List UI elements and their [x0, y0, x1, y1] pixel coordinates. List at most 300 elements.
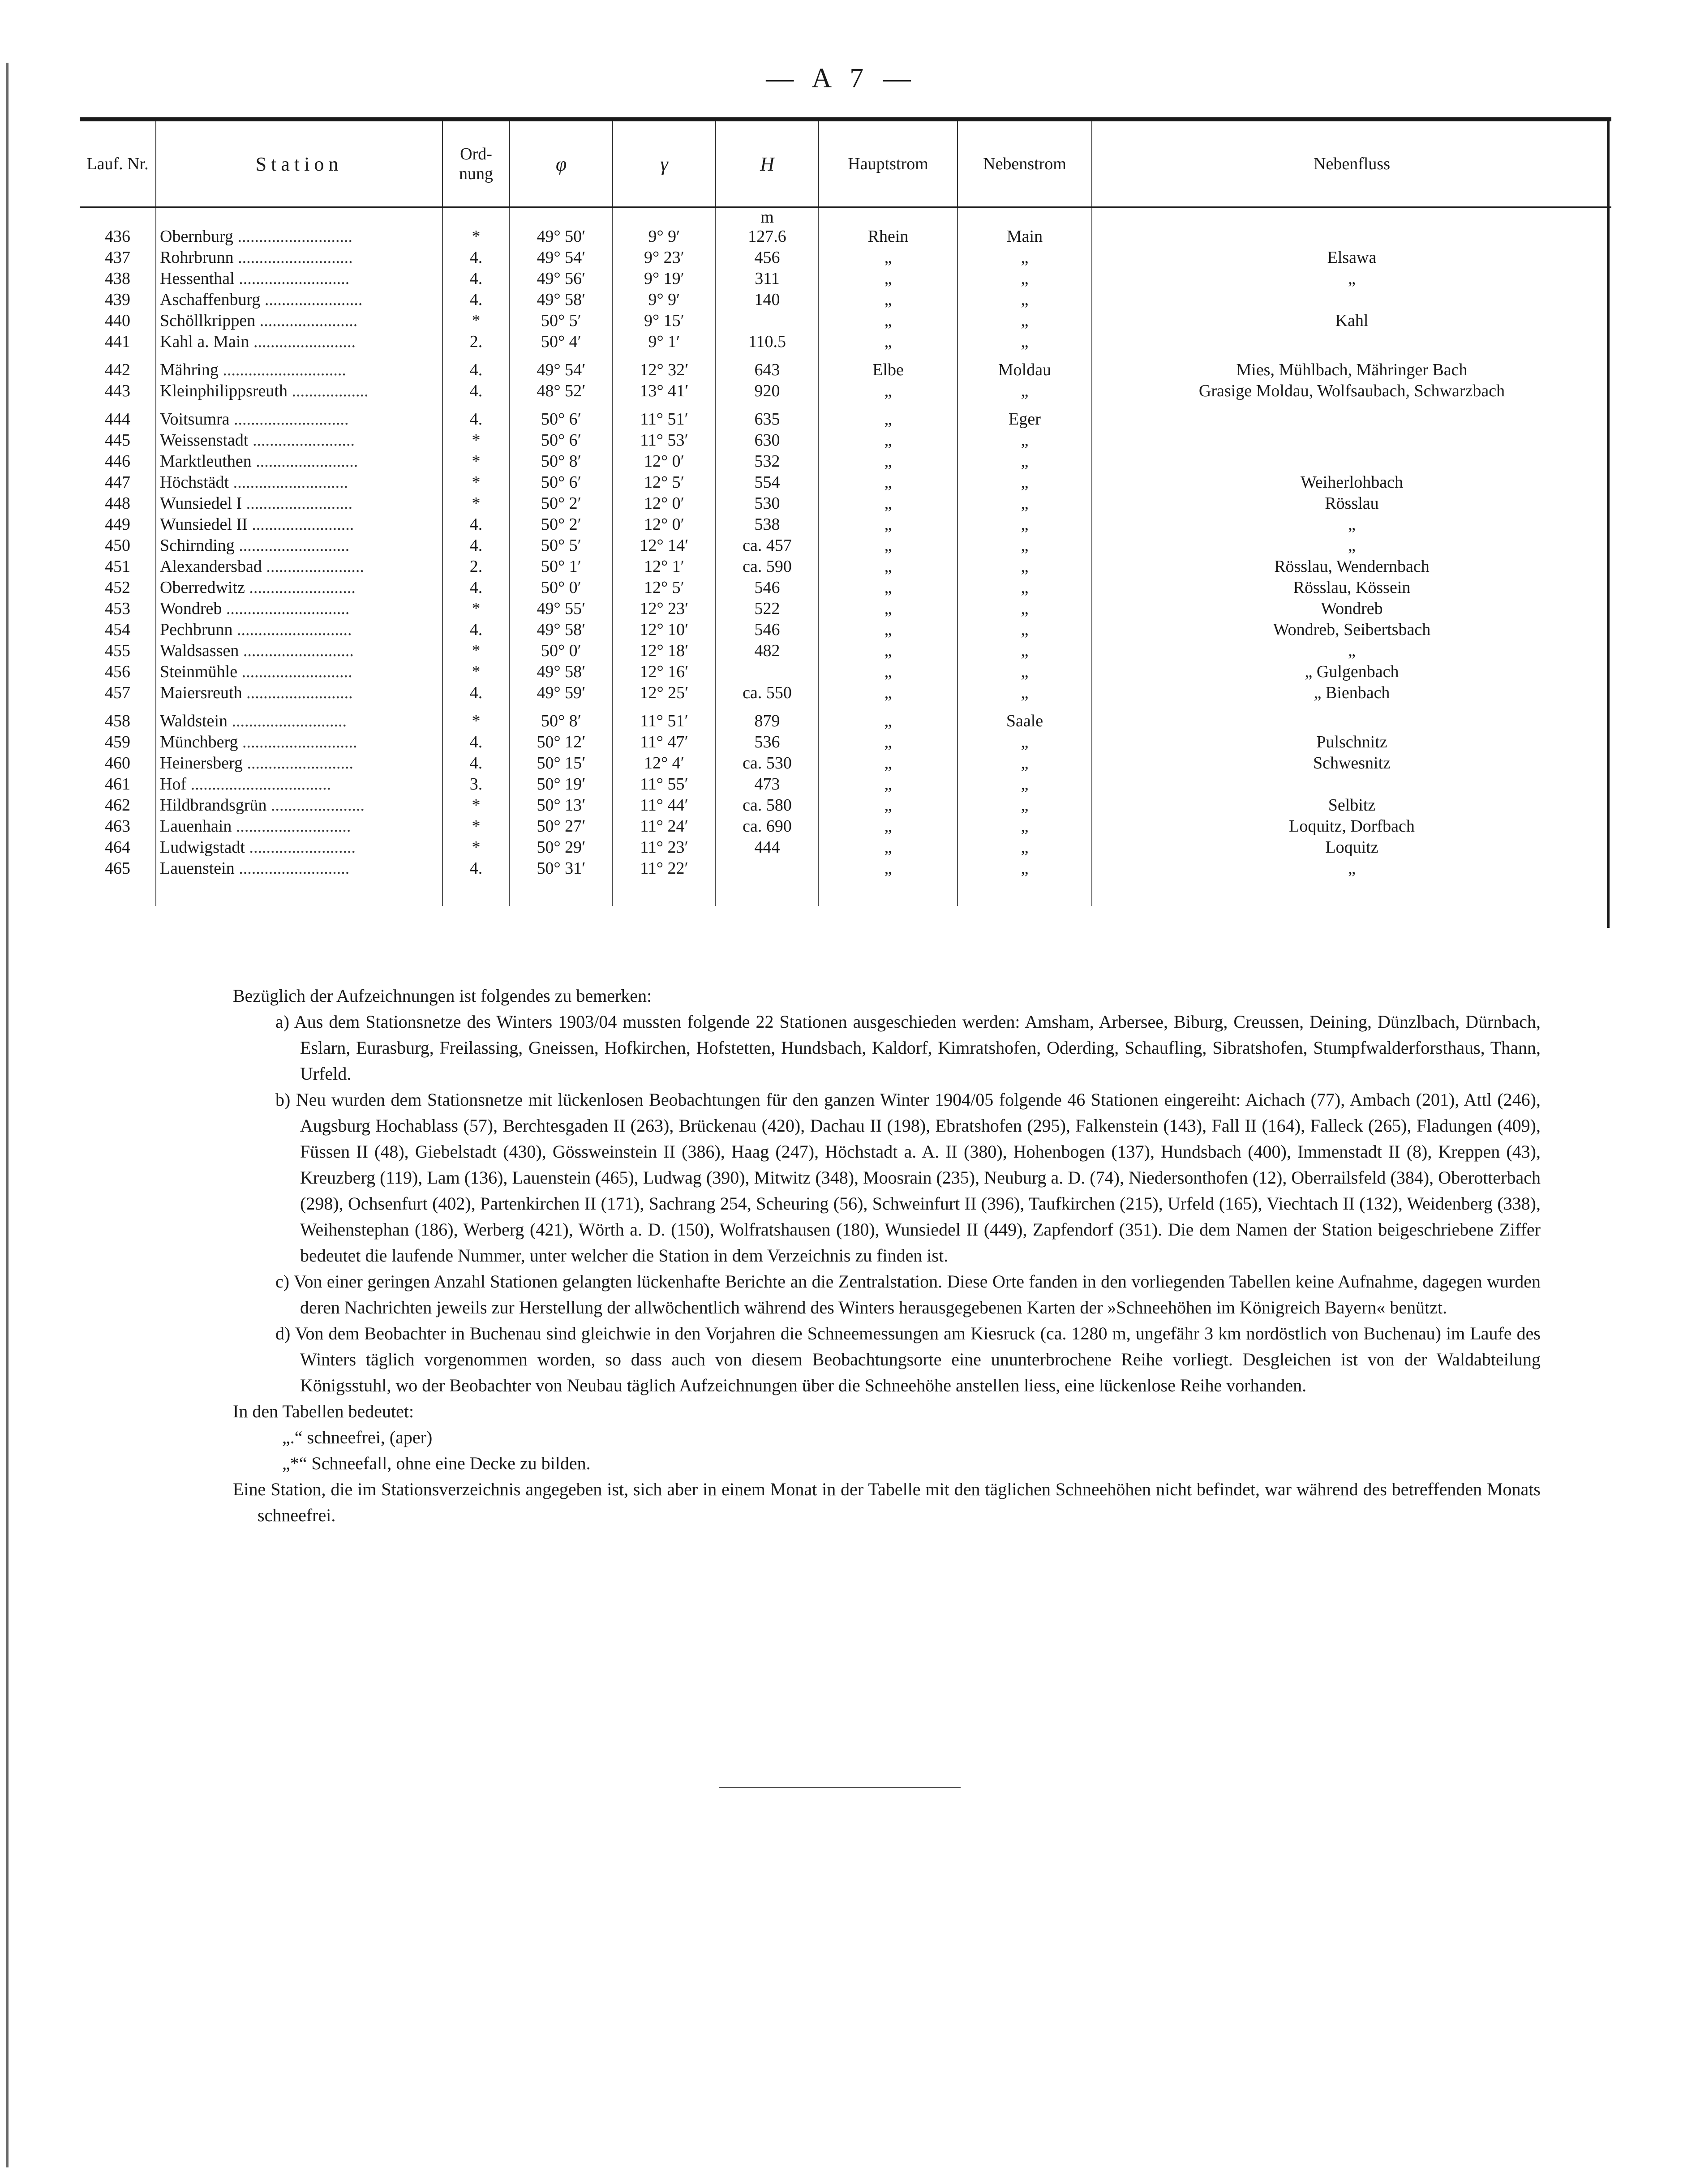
station-name-text: Wunsiedel I [160, 494, 242, 513]
table-row [80, 556, 1611, 577]
row-number: 438 [105, 269, 130, 288]
note-label: a) [275, 1012, 290, 1032]
ordnung: 4. [442, 858, 510, 879]
station-name-text: Schöllkrippen [160, 311, 256, 330]
latitude: 49° 54′ [510, 352, 613, 381]
table-end-row [80, 879, 1611, 906]
nebenfluss: „ [1092, 535, 1611, 556]
latitude: 50° 5′ [510, 535, 613, 556]
notes-closing: Eine Station, die im Stationsverzeichnis angegeben ist, sich aber in einem Monat in der Tabelle mit den täglichen Schneehöhen nicht befindet, war während des betreffenden Monats schneefrei. [233, 1479, 1541, 1525]
longitude: 9° 1′ [613, 331, 716, 352]
footer-divider [719, 1787, 961, 1788]
longitude: 11° 24′ [613, 816, 716, 837]
latitude: 49° 54′ [510, 247, 613, 268]
nebenfluss [1092, 331, 1611, 352]
table-row [80, 247, 1611, 268]
note-item [233, 1269, 1541, 1321]
latitude: 49° 55′ [510, 598, 613, 619]
nebenstrom: „ [957, 640, 1092, 661]
latitude: 50° 31′ [510, 858, 613, 879]
leader-dots: ............................. [218, 360, 346, 379]
station-name [156, 704, 442, 732]
nebenstrom: „ [957, 430, 1092, 451]
height: 473 [716, 774, 819, 795]
nebenstrom: „ [957, 451, 1092, 472]
station-name-text: Hof [160, 775, 187, 794]
height: 538 [716, 514, 819, 535]
hauptstrom: „ [819, 795, 957, 816]
table-row [80, 598, 1611, 619]
station-name-text: Obernburg [160, 227, 233, 246]
leader-dots: ....................... [255, 311, 358, 330]
row-number: 440 [105, 311, 130, 330]
page-number: — A 7 — [766, 63, 917, 94]
leader-dots: ............................. [222, 599, 350, 618]
height: 546 [716, 577, 819, 598]
table-row [80, 753, 1611, 774]
nebenstrom: „ [957, 289, 1092, 310]
row-number: 457 [105, 683, 130, 702]
height: ca. 457 [716, 535, 819, 556]
height: 920 [716, 381, 819, 402]
latitude: 50° 13′ [510, 795, 613, 816]
nebenfluss [1092, 289, 1611, 310]
longitude: 11° 47′ [613, 732, 716, 753]
longitude: 12° 14′ [613, 535, 716, 556]
longitude: 9° 23′ [613, 247, 716, 268]
latitude: 50° 0′ [510, 640, 613, 661]
table-row [80, 352, 1611, 381]
height [716, 858, 819, 879]
latitude: 50° 0′ [510, 577, 613, 598]
row-number: 445 [105, 431, 130, 450]
leader-dots: ......................... [245, 838, 356, 857]
station-name [156, 556, 442, 577]
row-number: 449 [105, 515, 130, 534]
hauptstrom: „ [819, 381, 957, 402]
longitude: 12° 0′ [613, 451, 716, 472]
longitude: 11° 51′ [613, 402, 716, 430]
hauptstrom: „ [819, 661, 957, 682]
table-row [80, 704, 1611, 732]
row-number: 458 [105, 712, 130, 730]
height: 643 [716, 352, 819, 381]
leader-dots: ...................... [266, 796, 365, 815]
leader-dots: ........................... [232, 620, 352, 639]
nebenfluss: Pulschnitz [1092, 732, 1611, 753]
nebenfluss: Rösslau, Wendernbach [1092, 556, 1611, 577]
leader-dots: ....................... [262, 557, 364, 576]
longitude: 12° 1′ [613, 556, 716, 577]
row-number: 455 [105, 641, 130, 660]
ordnung: 2. [442, 556, 510, 577]
nebenstrom: „ [957, 661, 1092, 682]
row-number: 456 [105, 662, 130, 681]
longitude: 12° 0′ [613, 493, 716, 514]
height: 554 [716, 472, 819, 493]
col-header-height: H [716, 120, 819, 208]
leader-dots: .......................... [234, 859, 350, 878]
leader-dots: ........................ [251, 452, 358, 471]
nebenfluss [1092, 774, 1611, 795]
leader-dots: ........................ [249, 332, 356, 351]
latitude: 50° 12′ [510, 732, 613, 753]
ordnung: 2. [442, 331, 510, 352]
row-number: 447 [105, 473, 130, 492]
station-name [156, 619, 442, 640]
ordnung: * [442, 451, 510, 472]
station-name [156, 858, 442, 879]
station-name [156, 472, 442, 493]
station-name-text: Hildbrandsgrün [160, 796, 267, 815]
hauptstrom: „ [819, 704, 957, 732]
ordnung: 4. [442, 352, 510, 381]
hauptstrom: „ [819, 774, 957, 795]
height: 536 [716, 732, 819, 753]
ordnung: 4. [442, 289, 510, 310]
row-number: 452 [105, 578, 130, 597]
station-name [156, 226, 442, 247]
note-item [233, 1321, 1541, 1399]
station-name [156, 514, 442, 535]
leader-dots: .......................... [234, 536, 350, 555]
station-name [156, 816, 442, 837]
table-row [80, 472, 1611, 493]
nebenstrom: Saale [957, 704, 1092, 732]
nebenstrom: „ [957, 858, 1092, 879]
hauptstrom: „ [819, 598, 957, 619]
station-name-text: Mähring [160, 360, 219, 379]
longitude: 12° 18′ [613, 640, 716, 661]
station-name [156, 577, 442, 598]
station-name-text: Ludwigstadt [160, 838, 245, 857]
height: ca. 580 [716, 795, 819, 816]
station-name-text: Marktleuthen [160, 452, 252, 471]
station-name-text: Kleinphilippsreuth [160, 382, 288, 400]
height-unit: m [716, 207, 819, 226]
height: 140 [716, 289, 819, 310]
hauptstrom: „ [819, 514, 957, 535]
nebenfluss: „ Bienbach [1092, 682, 1611, 704]
row-number: 463 [105, 817, 130, 836]
hauptstrom: Elbe [819, 352, 957, 381]
longitude: 11° 53′ [613, 430, 716, 451]
nebenstrom: „ [957, 268, 1092, 289]
latitude: 49° 58′ [510, 289, 613, 310]
leader-dots: ......................... [245, 578, 356, 597]
nebenstrom: „ [957, 331, 1092, 352]
ordnung: 4. [442, 514, 510, 535]
nebenfluss: Rösslau, Kössein [1092, 577, 1611, 598]
nebenfluss: Elsawa [1092, 247, 1611, 268]
nebenfluss: Selbitz [1092, 795, 1611, 816]
nebenstrom: „ [957, 310, 1092, 331]
binding-edge [6, 63, 9, 2167]
station-name-text: Aschaffenburg [160, 290, 261, 309]
hauptstrom: „ [819, 535, 957, 556]
latitude: 50° 4′ [510, 331, 613, 352]
longitude: 11° 51′ [613, 704, 716, 732]
note-label: d) [275, 1323, 291, 1343]
ordnung: * [442, 226, 510, 247]
nebenfluss: Mies, Mühlbach, Mähringer Bach [1092, 352, 1611, 381]
longitude: 9° 15′ [613, 310, 716, 331]
nebenfluss: Wondreb, Seibertsbach [1092, 619, 1611, 640]
ordnung: * [442, 310, 510, 331]
table-row [80, 268, 1611, 289]
nebenstrom: „ [957, 514, 1092, 535]
nebenstrom: Moldau [957, 352, 1092, 381]
nebenfluss [1092, 430, 1611, 451]
table-row [80, 331, 1611, 352]
ordnung: * [442, 661, 510, 682]
nebenstrom: „ [957, 247, 1092, 268]
height: ca. 690 [716, 816, 819, 837]
station-name-text: Waldstein [160, 712, 228, 730]
hauptstrom: „ [819, 402, 957, 430]
notes-intro: Bezüglich der Aufzeichnungen ist folgendes zu bemerken: [233, 986, 652, 1006]
nebenstrom: „ [957, 816, 1092, 837]
station-table [80, 117, 1611, 928]
nebenfluss: „ [1092, 640, 1611, 661]
height: 456 [716, 247, 819, 268]
hauptstrom: „ [819, 640, 957, 661]
hauptstrom: „ [819, 577, 957, 598]
latitude: 50° 8′ [510, 704, 613, 732]
ordnung: 4. [442, 402, 510, 430]
table-body [80, 207, 1611, 906]
nebenfluss [1092, 704, 1611, 732]
hauptstrom: „ [819, 247, 957, 268]
row-number: 436 [105, 227, 130, 246]
note-text: Neu wurden dem Stationsnetze mit lückenlosen Beobachtungen für den ganzen Winter 1904/05 folgende 46 Stationen eingereiht: Aichach (77), Ambach (201), Attl (246), Augsburg Hochablass (57), Berchtesgaden II (263), Brückenau (420), Dachau II (198), Ebratshofen (295), Falkenstein (143), Fall II (164), Falleck (265), Fladungen (409), Füssen II (48), Giebelstadt (430), Gössweinstein II (386), Haag (247), Höchstadt a. A. II (380), Hohenbogen (137), Hundsbach (400), Immenstadt II (8), Kreppen (43), Kreuzberg (119), Lam (136), Lauenstein (465), Ludwag (390), Mitwitz (348), Moosrain (235), Neuburg a. D. (74), Niedersonthofen (12), Oberrailsfeld (384), Oberotterbach (298), Ochsenfurt (402), Partenkirchen II (171), Sachrang 254, Scheuring (56), Schweinfurt II (396), Taufkirchen (215), Urfeld (165), Viechtach II (132), Weidenberg (338), Weihenstephan (186), Werberg (421), Wörth a. D. (150), Wolfratshausen (180), Wunsiedel II (449), Zapfendorf (351). Die dem Namen der Station beigeschriebene Ziffer bedeutet die laufende Nummer, unter welcher die Station in dem Verzeichnis zu finden ist. [296, 1090, 1541, 1266]
latitude: 50° 19′ [510, 774, 613, 795]
table-row [80, 493, 1611, 514]
longitude: 13° 41′ [613, 381, 716, 402]
unit-row [80, 207, 1611, 226]
col-header-hauptstrom: Hauptstrom [819, 120, 957, 208]
station-name [156, 289, 442, 310]
table-row [80, 226, 1611, 247]
table-row [80, 310, 1611, 331]
height: 532 [716, 451, 819, 472]
height: 635 [716, 402, 819, 430]
latitude: 50° 8′ [510, 451, 613, 472]
longitude: 12° 10′ [613, 619, 716, 640]
nebenfluss [1092, 402, 1611, 430]
station-name [156, 268, 442, 289]
col-header-nebenstrom: Nebenstrom [957, 120, 1092, 208]
hauptstrom: „ [819, 472, 957, 493]
longitude: 9° 9′ [613, 226, 716, 247]
row-number: 465 [105, 859, 130, 878]
ordnung: 4. [442, 619, 510, 640]
station-name-text: Rohrbrunn [160, 248, 234, 267]
legend-item: „.“ schneefrei, (aper) [282, 1427, 433, 1447]
row-number: 441 [105, 332, 130, 351]
leader-dots: ......................... [242, 683, 353, 702]
row-number: 439 [105, 290, 130, 309]
ordnung: 4. [442, 732, 510, 753]
height: 879 [716, 704, 819, 732]
station-name [156, 402, 442, 430]
station-name [156, 381, 442, 402]
nebenfluss: Rösslau [1092, 493, 1611, 514]
hauptstrom: Rhein [819, 226, 957, 247]
station-name [156, 598, 442, 619]
row-number: 460 [105, 754, 130, 772]
col-header-phi: φ [510, 120, 613, 208]
latitude: 50° 27′ [510, 816, 613, 837]
ordnung: * [442, 472, 510, 493]
nebenstrom: „ [957, 795, 1092, 816]
ordnung: 4. [442, 535, 510, 556]
longitude: 11° 23′ [613, 837, 716, 858]
latitude: 49° 59′ [510, 682, 613, 704]
nebenstrom: „ [957, 682, 1092, 704]
leader-dots: ......................... [243, 754, 354, 772]
table-row [80, 732, 1611, 753]
longitude: 12° 32′ [613, 352, 716, 381]
ordnung: * [442, 837, 510, 858]
leader-dots: ........................... [233, 248, 353, 267]
longitude: 12° 4′ [613, 753, 716, 774]
station-name [156, 682, 442, 704]
legend-item: „*“ Schneefall, ohne eine Decke zu bilden. [282, 1453, 591, 1473]
latitude: 49° 58′ [510, 619, 613, 640]
row-number: 444 [105, 410, 130, 429]
station-name [156, 247, 442, 268]
row-number: 446 [105, 452, 130, 471]
legend-intro: In den Tabellen bedeutet: [233, 1401, 414, 1421]
table-row [80, 577, 1611, 598]
hauptstrom: „ [819, 816, 957, 837]
table-row [80, 402, 1611, 430]
longitude: 12° 25′ [613, 682, 716, 704]
row-number: 442 [105, 360, 130, 379]
ordnung: 4. [442, 753, 510, 774]
longitude: 9° 9′ [613, 289, 716, 310]
station-name-text: Maiersreuth [160, 683, 242, 702]
nebenstrom: Eger [957, 402, 1092, 430]
note-text: Aus dem Stationsnetze des Winters 1903/04 mussten folgende 22 Stationen ausgeschieden werden: Amsham, Arbersee, Biburg, Creussen, Deining, Dünzlbach, Dürnbach, Eslarn, Eurasburg, Freilassing, Gneissen, Hofkirchen, Hofstetten, Hundsbach, Kaldorf, Kimratshofen, Oderding, Schaufling, Sibratshofen, Stumpfwalderforsthaus, Thann, Urfeld. [294, 1012, 1541, 1084]
nebenstrom: „ [957, 837, 1092, 858]
station-name [156, 661, 442, 682]
station-name-text: Lauenstein [160, 859, 235, 878]
leader-dots: ......................... [242, 494, 353, 513]
leader-dots: ........................... [229, 473, 348, 492]
col-header-gamma: γ [613, 120, 716, 208]
latitude: 50° 2′ [510, 514, 613, 535]
hauptstrom: „ [819, 619, 957, 640]
station-name-text: Waldsassen [160, 641, 239, 660]
leader-dots: ........................... [228, 712, 347, 730]
station-name-text: Wunsiedel II [160, 515, 248, 534]
height: 311 [716, 268, 819, 289]
longitude: 12° 16′ [613, 661, 716, 682]
station-name-text: Hessenthal [160, 269, 235, 288]
nebenstrom: „ [957, 619, 1092, 640]
ordnung: * [442, 816, 510, 837]
latitude: 48° 52′ [510, 381, 613, 402]
station-name [156, 753, 442, 774]
longitude: 12° 0′ [613, 514, 716, 535]
ordnung: * [442, 795, 510, 816]
hauptstrom: „ [819, 858, 957, 879]
height: 127.6 [716, 226, 819, 247]
longitude: 11° 22′ [613, 858, 716, 879]
station-name-text: Münchberg [160, 733, 238, 751]
latitude: 50° 1′ [510, 556, 613, 577]
row-number: 464 [105, 838, 130, 857]
table-row [80, 816, 1611, 837]
nebenstrom: „ [957, 774, 1092, 795]
table-row [80, 640, 1611, 661]
station-name [156, 451, 442, 472]
table-right-border [1607, 117, 1610, 928]
row-number: 461 [105, 775, 130, 794]
nebenstrom: „ [957, 598, 1092, 619]
station-name-text: Voitsumra [160, 410, 230, 429]
nebenfluss: „ [1092, 858, 1611, 879]
nebenstrom: „ [957, 556, 1092, 577]
nebenstrom: „ [957, 732, 1092, 753]
station-name [156, 837, 442, 858]
station-name-text: Höchstädt [160, 473, 229, 492]
leader-dots: ........................ [247, 515, 354, 534]
station-name-text: Schirnding [160, 536, 235, 555]
nebenfluss: „ [1092, 268, 1611, 289]
note-item [233, 1009, 1541, 1087]
nebenfluss: Schwesnitz [1092, 753, 1611, 774]
station-name [156, 732, 442, 753]
latitude: 49° 50′ [510, 226, 613, 247]
ordnung: * [442, 704, 510, 732]
height: ca. 530 [716, 753, 819, 774]
notes-section [233, 983, 1541, 1528]
station-name [156, 640, 442, 661]
station-name-text: Alexandersbad [160, 557, 262, 576]
row-number: 453 [105, 599, 130, 618]
station-name-text: Weissenstadt [160, 431, 249, 450]
height: ca. 590 [716, 556, 819, 577]
leader-dots: ....................... [260, 290, 363, 309]
ordnung: 4. [442, 682, 510, 704]
leader-dots: ........................... [238, 733, 357, 751]
hauptstrom: „ [819, 556, 957, 577]
hauptstrom: „ [819, 430, 957, 451]
nebenstrom: „ [957, 753, 1092, 774]
col-header-ordnung: Ord- nung [442, 120, 510, 208]
col-header-station: Station [156, 120, 442, 208]
station-name [156, 535, 442, 556]
latitude: 50° 6′ [510, 472, 613, 493]
latitude: 50° 29′ [510, 837, 613, 858]
leader-dots: ........................... [233, 227, 352, 246]
note-item [233, 1087, 1541, 1269]
latitude: 50° 6′ [510, 402, 613, 430]
nebenstrom: „ [957, 535, 1092, 556]
station-name-text: Oberredwitz [160, 578, 245, 597]
table-row [80, 837, 1611, 858]
latitude: 50° 2′ [510, 493, 613, 514]
row-number: 443 [105, 382, 130, 400]
hauptstrom: „ [819, 310, 957, 331]
hauptstrom: „ [819, 493, 957, 514]
station-name-text: Wondreb [160, 599, 222, 618]
height: 482 [716, 640, 819, 661]
row-number: 454 [105, 620, 130, 639]
